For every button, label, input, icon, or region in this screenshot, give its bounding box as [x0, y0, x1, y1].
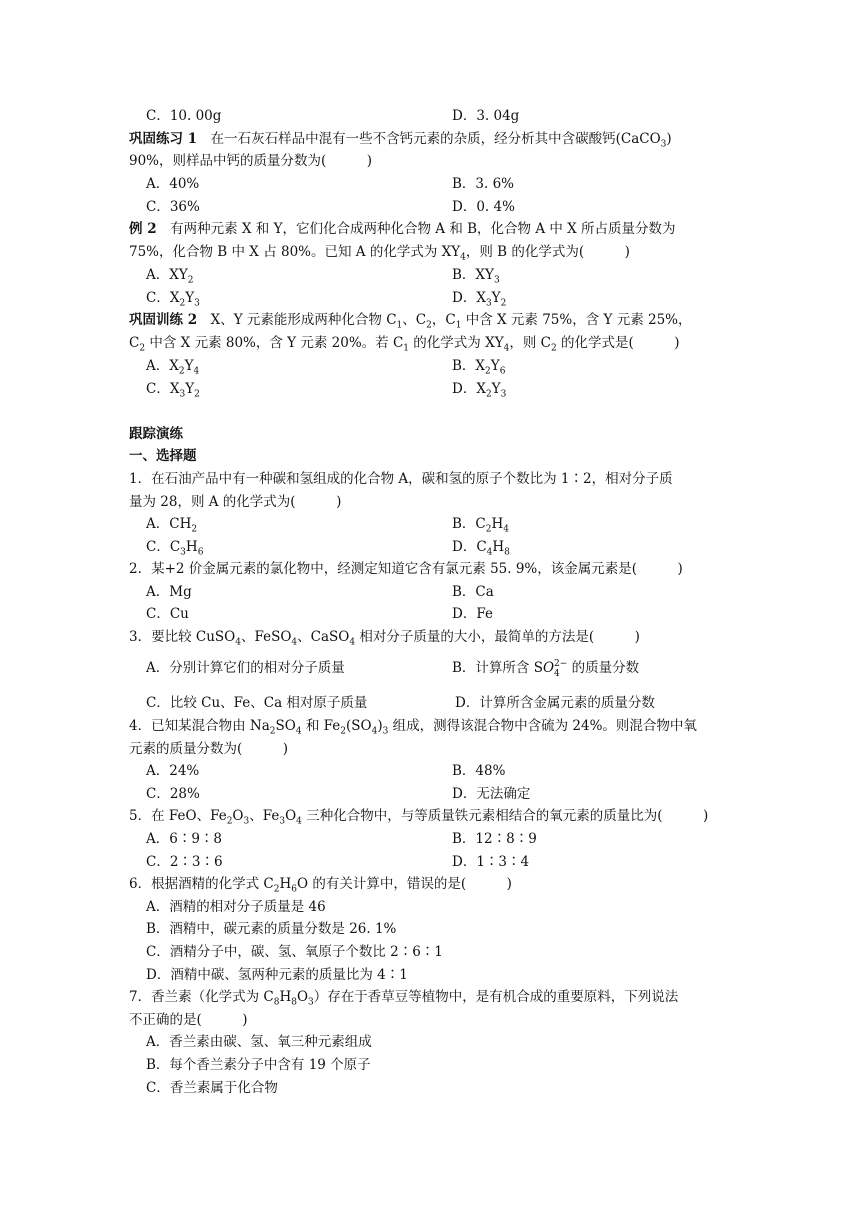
- option-b: B．3. 6%: [452, 176, 515, 192]
- question-7-line1: 7．香兰素（化学式为 $C_8H_8O_3$）存在于香草豆等植物中，是有机合成的重要原料，下列说法: [129, 989, 679, 1008]
- question-train2-line1: 巩固训练 2 X、Y 元素能形成两种化合物 $C_1$、$C_2$，$C_1$ 中含 X 元素 75%，含 Y 元素 25%，: [129, 312, 692, 331]
- option-d: D．$C_4H_8$: [452, 539, 510, 558]
- option-c: C．$X_3Y_2$: [146, 381, 200, 400]
- option-a: A．分别计算它们的相对分子质量: [146, 660, 345, 676]
- section-title: 跟踪演练: [129, 426, 183, 442]
- option-d: D．Fe: [452, 606, 493, 622]
- option-a: A．Mg: [146, 584, 192, 600]
- question-4-line2: 元素的质量分数为( ): [129, 741, 289, 757]
- option-a: A．$XY_2$: [146, 267, 194, 286]
- option-b: B．$XY_3$: [452, 267, 500, 286]
- question-3-line1: 3．要比较 CuSO$_4$、FeSO$_4$、CaSO$_4$ 相对分子质量的大小，最简单的方法是( ): [129, 629, 640, 648]
- question-2-line1: 2．某+2 价金属元素的氯化物中，经测定知道它含有氯元素 55. 9%，该金属元素是( ): [129, 561, 683, 577]
- question-train1-line2: 90%，则样品中钙的质量分数为( ): [129, 153, 373, 169]
- option-b: B．48%: [452, 763, 506, 779]
- option-c: C．酒精分子中，碳、氢、氧原子个数比 2∶6∶1: [146, 944, 443, 960]
- question-train2-line2: $C_2$ 中含 X 元素 80%，含 Y 元素 20%。若 $C_1$ 的化学式为 $XY_4$，则 $C_2$ 的化学式是( ): [129, 335, 680, 354]
- option-b: B．$C_2H_4$: [452, 516, 509, 535]
- option-c: C．比较 Cu、Fe、Ca 相对原子质量: [146, 695, 368, 711]
- question-train1-line1: 巩固练习 1 在一石灰石样品中混有一些不含钙元素的杂质，经分析其中含碳酸钙(CaCO$_3$): [129, 131, 672, 150]
- option-d: D．$X_3Y_2$: [452, 290, 507, 309]
- example2-line2: 75%，化合物 B 中 X 占 80%。已知 A 的化学式为 $XY_4$，则 B 的化学式为( ): [129, 244, 630, 263]
- option-c: C．$X_2Y_3$: [146, 290, 200, 309]
- option-c: C．香兰素属于化合物: [146, 1080, 278, 1096]
- option-c: C．2∶3∶6: [146, 854, 223, 870]
- question-7-line2: 不正确的是( ): [129, 1012, 248, 1028]
- option-b: B．Ca: [452, 584, 494, 600]
- option-c: C．Cu: [146, 606, 189, 622]
- option-d: D．1∶3∶4: [452, 854, 530, 870]
- option-c: C．36%: [146, 199, 200, 215]
- option-d: D．计算所含金属元素的质量分数: [455, 695, 655, 711]
- section-subtitle: 一、选择题: [129, 448, 197, 464]
- option-b: B．计算所含 SO 2− 4 的质量分数: [452, 658, 640, 679]
- option-c: C．28%: [146, 786, 200, 802]
- option-a: A．$CH_2$: [146, 516, 198, 535]
- option-b: B．$X_2Y_6$: [452, 358, 506, 377]
- option-d: D．0. 4%: [452, 199, 515, 215]
- option-a: A．$X_2Y_4$: [146, 358, 200, 377]
- example2-line1: 例 2 有两种元素 X 和 Y，它们化合成两种化合物 A 和 B，化合物 A 中 X 所占质量分数为: [129, 221, 676, 237]
- question-5-line1: 5．在 FeO、$Fe_2O_3$、$Fe_3O_4$ 三种化合物中，与等质量铁元素相结合的氧元素的质量比为( ): [129, 808, 709, 827]
- option-b: B．12∶8∶9: [452, 831, 537, 847]
- option-d: D．酒精中碳、氢两种元素的质量比为 4∶1: [146, 967, 408, 983]
- option-d: D．无法确定: [452, 786, 531, 802]
- option-c: C．10. 00g: [146, 108, 222, 124]
- option-d: D．3. 04g: [452, 108, 520, 124]
- question-4-line1: 4．已知某混合物由 $Na_2SO_4$ 和 $Fe_2(SO_4)_3$ 组成，测得该混合物中含硫为 24%。则混合物中氧: [129, 718, 697, 737]
- option-a: A．酒精的相对分子质量是 46: [146, 899, 326, 915]
- question-1-line1: 1．在石油产品中有一种碳和氢组成的化合物 A，碳和氢的原子个数比为 1∶2，相对分子质: [129, 471, 673, 487]
- question-6-line1: 6．根据酒精的化学式 $C_2H_6O$ 的有关计算中，错误的是( ): [129, 876, 512, 895]
- option-b: B．每个香兰素分子中含有 19 个原子: [146, 1057, 371, 1073]
- option-a: A．香兰素由碳、氢、氧三种元素组成: [146, 1034, 372, 1050]
- option-b: B．酒精中，碳元素的质量分数是 26. 1%: [146, 921, 397, 937]
- option-a: A．6∶9∶8: [146, 831, 223, 847]
- option-a: A．40%: [146, 176, 200, 192]
- question-1-line2: 量为 28，则 A 的化学式为( ): [129, 494, 342, 510]
- option-a: A．24%: [146, 763, 200, 779]
- option-d: D．$X_2Y_3$: [452, 381, 507, 400]
- option-c: C．$C_3H_6$: [146, 539, 204, 558]
